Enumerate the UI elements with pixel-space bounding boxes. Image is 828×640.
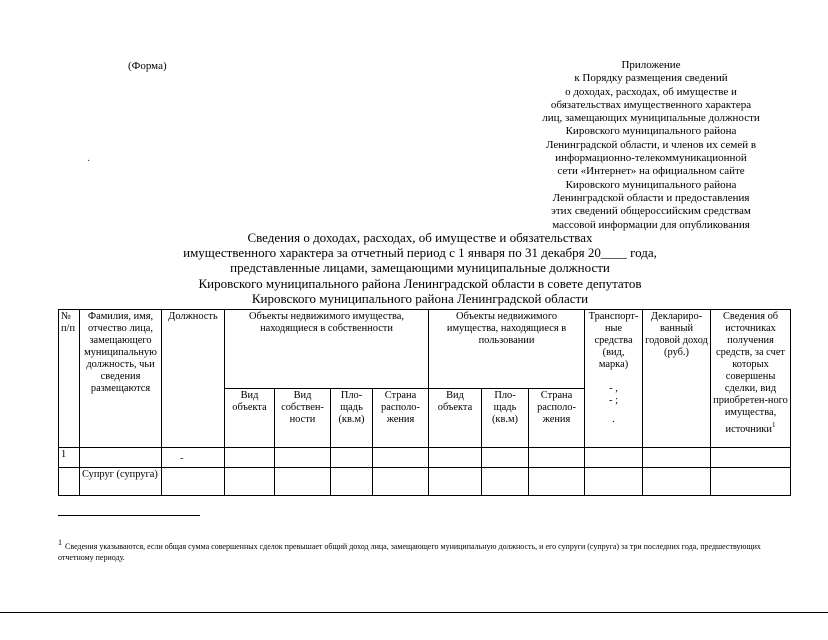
table-cell: [331, 448, 373, 468]
scan-speck: ·: [611, 417, 616, 428]
header-declared-income: Деклариро-ванный годовой доход (руб.): [643, 310, 711, 448]
subheader-owned-area: Пло-щадь (кв.м): [331, 389, 373, 448]
subheader-used-country: Страна располо-жения: [529, 389, 585, 448]
appendix-block: [520, 59, 782, 232]
table-cell: [162, 468, 225, 496]
table-cell: [711, 448, 791, 468]
header-funding-sources: [711, 310, 791, 448]
appendix-line: обязательствах имущественного характера: [550, 98, 752, 111]
appendix-line: Ленинградской области и предоставления: [552, 191, 750, 204]
page-bottom-rule: [0, 612, 828, 613]
table-cell: [275, 468, 331, 496]
title-line: Сведения о доходах, расходах, об имуществе и обязательствах: [247, 230, 593, 245]
appendix-line: Кировского муниципального района: [565, 125, 737, 138]
header-used-property: Объекты недвижимого имущества, находящиеся в пользовании: [429, 310, 585, 389]
appendix-line: этих сведений общероссийским средствам: [551, 205, 751, 218]
table-cell: [529, 448, 585, 468]
footnote-divider: [58, 515, 200, 516]
table-cell: [585, 448, 643, 468]
footnote-mark: 1: [58, 538, 62, 547]
header-position: Должность: [162, 310, 225, 448]
header-owned-property: Объекты недвижимого имущества, находящиеся в собственности: [225, 310, 429, 389]
header-number: № п/п: [59, 310, 80, 448]
appendix-line: лиц, замещающих муниципальные должности: [542, 112, 760, 125]
footnote: [58, 537, 793, 563]
appendix-line: Ленинградской области, и членов их семей в: [545, 138, 757, 151]
table-cell: [80, 448, 162, 468]
table-cell: [373, 448, 429, 468]
table-cell: [275, 448, 331, 468]
document-title: [150, 230, 690, 306]
table-cell: [585, 468, 643, 496]
form-label: (Форма): [128, 60, 167, 72]
title-line: Кировского муниципального района Ленинградской области: [251, 290, 589, 306]
header-funding-sources-text: Сведения об источниках получения средств, за счет которых совершены сделки, вид приобретен-ного имущества, источники: [713, 311, 788, 435]
title-line: представленные лицами, замещающими муниципальные должности: [230, 260, 610, 276]
footnote-ref: 1: [772, 421, 776, 429]
header-full-name: Фамилия, имя, отчество лица, замещающего муниципальную должность, чьи сведения размещаются: [80, 310, 162, 448]
table-cell: [482, 468, 529, 496]
appendix-line: Кировского муниципального района: [565, 178, 737, 191]
scan-speck: - ,: [609, 383, 618, 394]
appendix-line: к Порядку размещения сведений: [574, 72, 728, 85]
table-row: [59, 448, 791, 468]
appendix-line: о доходах, расходах, об имуществе и: [565, 85, 737, 98]
table-cell: [225, 468, 275, 496]
scan-speck: - ;: [609, 395, 618, 406]
disclosure-table: [58, 309, 791, 496]
appendix-line: Приложение: [621, 59, 681, 71]
header-transport: [585, 310, 643, 448]
table-cell: [643, 448, 711, 468]
subheader-owned-object-type: Вид объекта: [225, 389, 275, 448]
title-line: имущественного характера за отчетный период с 1 января по 31 декабря 20____ года,: [183, 245, 657, 261]
subheader-used-area: Пло-щадь (кв.м): [482, 389, 529, 448]
subheader-owned-country: Страна располо-жения: [373, 389, 429, 448]
subheader-owned-ownership-type: Вид собствен-ности: [275, 389, 331, 448]
table-cell: [529, 468, 585, 496]
table-cell: [711, 468, 791, 496]
scan-speck: ·: [87, 156, 91, 167]
header-transport-text: Транспорт-ные средства (вид, марка): [588, 311, 639, 370]
table-cell: ˷: [162, 448, 225, 468]
appendix-line: сети «Интернет» на официальном сайте: [557, 165, 745, 178]
spouse-label: Супруг (супруга): [80, 468, 162, 496]
table-cell: [429, 468, 482, 496]
title-line: Кировского муниципального района Ленинградской области в совете депутатов: [198, 275, 642, 291]
row-number: 1: [59, 448, 80, 468]
table-cell: [643, 468, 711, 496]
footnote-text: Сведения указываются, если общая сумма совершенных сделок превышает общий доход лица, замещающего муниципальную должность, и его супруги (супруга) за три последних года, предшествующих отчетному периоду.: [58, 542, 761, 562]
appendix-line: информационно-телекоммуникационной: [555, 152, 747, 165]
appendix-line: массовой информации для опубликования: [552, 218, 750, 231]
table-cell: [482, 448, 529, 468]
table-row: [59, 468, 791, 496]
table-cell: [429, 448, 482, 468]
table-cell: [225, 448, 275, 468]
subheader-used-object-type: Вид объекта: [429, 389, 482, 448]
table-cell: [331, 468, 373, 496]
header-row: [59, 310, 791, 389]
table-cell: [59, 468, 80, 496]
table-cell: [373, 468, 429, 496]
